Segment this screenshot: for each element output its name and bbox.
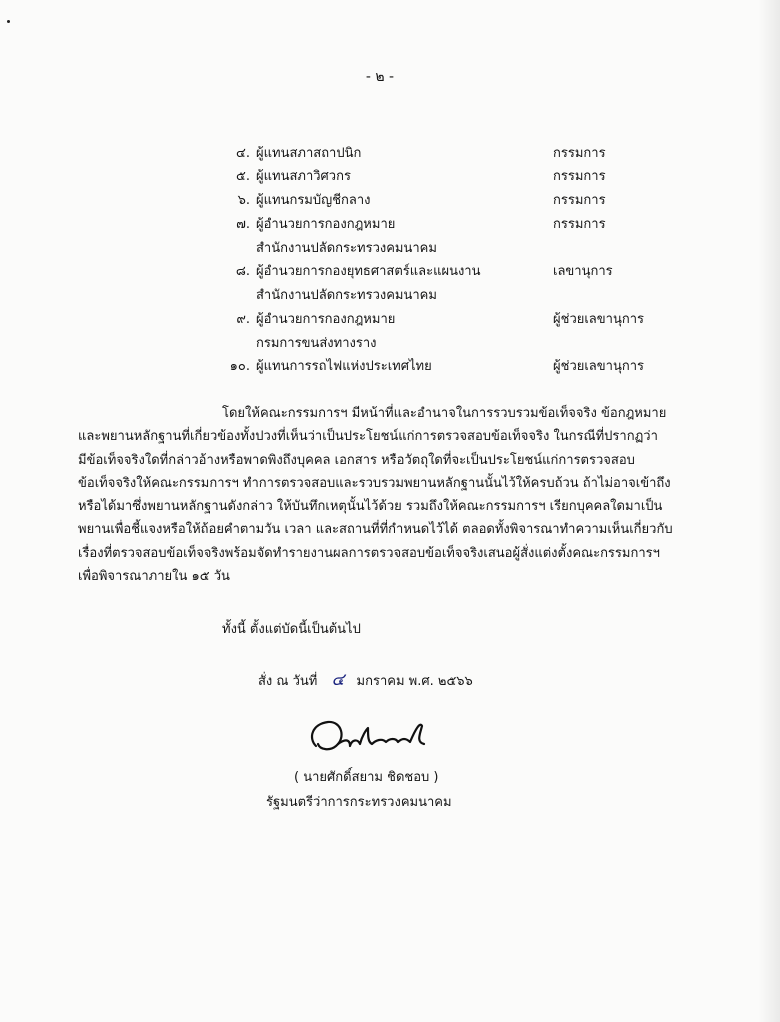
member-role: กรรมการ (553, 146, 606, 161)
handwritten-signature (306, 708, 438, 764)
member-number: ๔. (236, 146, 250, 161)
member-department: กรมการขนส่งทางราง (256, 336, 377, 351)
paragraph-line: เรื่องที่ตรวจสอบข้อเท็จจริงพร้อมจัดทำรายงานผลการตรวจสอบข้อเท็จจริงเสนอผู้สั่งแต่งตั้งคณะกรรมการฯ (78, 545, 660, 561)
member-title: ผู้แทนสภาวิศวกร (256, 169, 351, 184)
signer-position: รัฐมนตรีว่าการกระทรวงคมนาคม (266, 795, 452, 810)
effective-clause: ทั้งนี้ ตั้งแต่บัดนี้เป็นต้นไป (222, 622, 361, 637)
paragraph-line: มีข้อเท็จจริงใดที่กล่าวอ้างหรือพาดพิงถึงบุคคล เอกสาร หรือวัตถุใดที่จะเป็นประโยชน์แก่การตรวจสอบ (78, 452, 635, 468)
member-role: ผู้ช่วยเลขานุการ (553, 359, 644, 374)
paragraph-line: โดยให้คณะกรรมการฯ มีหน้าที่และอำนาจในการรวบรวมข้อเท็จจริง ข้อกฎหมาย (222, 406, 667, 421)
member-title: ผู้แทนกรมบัญชีกลาง (256, 193, 371, 208)
member-department: สำนักงานปลัดกระทรวงคมนาคม (256, 288, 437, 303)
handwritten-day: ๔ (331, 670, 345, 690)
date-prefix: สั่ง ณ วันที่ (258, 674, 318, 689)
member-department: สำนักงานปลัดกระทรวงคมนาคม (256, 241, 437, 256)
paragraph-line: ข้อเท็จจริงให้คณะกรรมการฯ ทำการตรวจสอบและรวบรวมพยานหลักฐานนั้นไว้ให้ครบถ้วน ถ้าไม่อาจเข้าถึง (78, 475, 671, 491)
paragraph-line: เพื่อพิจารณาภายใน ๑๕ วัน (78, 569, 230, 585)
page-number: - ๒ - (365, 69, 395, 85)
scan-speck (7, 20, 10, 23)
member-number: ๑๐. (229, 359, 250, 374)
member-role: กรรมการ (553, 193, 606, 208)
scan-edge-shadow (758, 0, 780, 1022)
signer-name: ( นายศักดิ์สยาม ชิดชอบ ) (294, 770, 439, 785)
member-title: ผู้แทนการรถไฟแห่งประเทศไทย (256, 359, 432, 374)
date-month-year: มกราคม พ.ศ. ๒๕๖๖ (356, 674, 473, 689)
member-role: กรรมการ (553, 217, 606, 232)
order-body-paragraph (78, 402, 678, 588)
member-number: ๙. (236, 312, 250, 327)
member-number: ๘. (235, 264, 250, 279)
member-title: ผู้อำนวยการกองกฎหมาย (256, 217, 396, 232)
paragraph-line: พยานเพื่อชี้แจงหรือให้ถ้อยคำตามวัน เวลา และสถานที่ที่กำหนดไว้ได้ ตลอดทั้งพิจารณาทำความเห็นเกี่ยวกับ (78, 522, 673, 538)
member-role: เลขานุการ (553, 264, 613, 279)
member-number: ๗. (236, 217, 250, 232)
member-role: กรรมการ (553, 169, 606, 184)
member-role: ผู้ช่วยเลขานุการ (553, 312, 644, 327)
paragraph-line: และพยานหลักฐานที่เกี่ยวข้องทั้งปวงที่เห็นว่าเป็นประโยชน์แก่การตรวจสอบข้อเท็จจริง ในกรณีที่ปรากฏว่า (78, 429, 658, 445)
member-title: ผู้อำนวยการกองกฎหมาย (256, 312, 396, 327)
member-number: ๖. (237, 193, 250, 208)
member-title: ผู้แทนสภาสถาปนิก (256, 146, 362, 161)
member-number: ๕. (236, 169, 250, 184)
paragraph-line: หรือได้มาซึ่งพยานหลักฐานดังกล่าว ให้บันทึกเหตุนั้นไว้ด้วย รวมถึงให้คณะกรรมการฯ เรียกบุคคลใดมาเป็น (78, 499, 663, 515)
order-date (258, 666, 473, 693)
member-title: ผู้อำนวยการกองยุทธศาสตร์และแผนงาน (256, 264, 481, 279)
